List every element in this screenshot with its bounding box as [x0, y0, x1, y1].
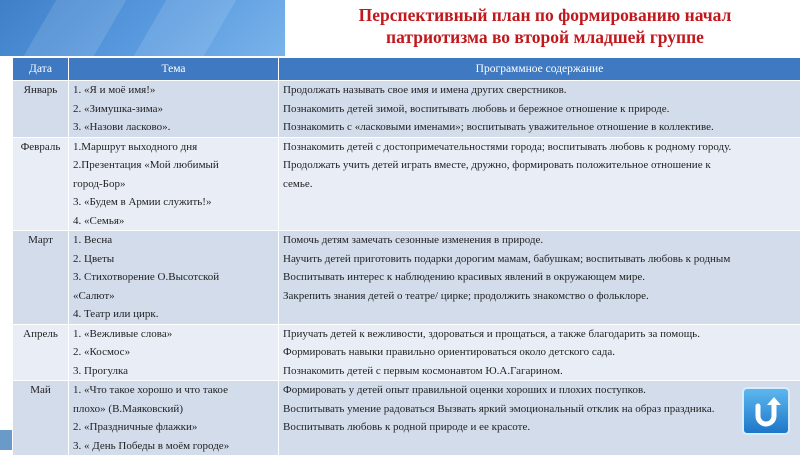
topic-line: 3. « День Победы в моём городе»: [73, 437, 274, 456]
content-line: Продолжать учить детей играть вместе, дружно, формировать положительное отношение к: [283, 156, 796, 175]
content-line: Воспитывать умение радоваться Вызвать яркий эмоциональный отклик на образ праздника.: [283, 400, 796, 419]
month-cell: Февраль: [13, 137, 69, 231]
content-cell: [279, 381, 800, 456]
topic-cell: [69, 81, 279, 138]
topic-line: 3. Прогулка: [73, 362, 274, 381]
header-date: Дата: [13, 58, 69, 81]
topic-line: плохо» (В.Маяковский): [73, 400, 274, 419]
table-row: [13, 324, 800, 381]
content-line: Продолжать называть свое имя и имена других сверстников.: [283, 81, 796, 100]
title-line-2: патриотизма во второй младшей группе: [290, 26, 800, 48]
content-line: Формировать навыки правильно ориентироваться около детского сада.: [283, 343, 796, 362]
topic-cell: [69, 137, 279, 231]
table-row: [13, 231, 800, 325]
topic-line: 3. «Назови ласково».: [73, 118, 274, 137]
month-cell: Апрель: [13, 324, 69, 381]
topic-cell: [69, 324, 279, 381]
content-line: Воспитывать любовь к родной природе и ее красоте.: [283, 418, 796, 437]
content-line: Научить детей приготовить подарки дорогим мамам, бабушкам; воспитывать любовь к родным: [283, 250, 796, 269]
topic-line: 1. «Что такое хорошо и что такое: [73, 381, 274, 400]
title-line-1: Перспективный план по формированию начал: [290, 4, 800, 26]
content-line: Помочь детям замечать сезонные изменения в природе.: [283, 231, 796, 250]
table-header-row: [13, 58, 800, 81]
content-line: Познакомить с «ласковыми именами»; воспитывать уважительное отношение в коллективе.: [283, 118, 796, 137]
table-row: [13, 137, 800, 231]
topic-line: 2. «Космос»: [73, 343, 274, 362]
topic-line: 3. Стихотворение О.Высотской: [73, 268, 274, 287]
content-line: Познакомить детей с первым космонавтом Ю.А.Гагарином.: [283, 362, 796, 381]
plan-table: [12, 57, 800, 456]
topic-line: 2. «Зимушка-зима»: [73, 100, 274, 119]
content-line: Приучать детей к вежливости, здороваться и прощаться, а также благодарить за помощь.: [283, 325, 796, 344]
topic-line: 2. Цветы: [73, 250, 274, 269]
content-line: Формировать у детей опыт правильной оценки хороших и плохих поступков.: [283, 381, 796, 400]
month-cell: Январь: [13, 81, 69, 138]
topic-cell: [69, 231, 279, 325]
header-topic: Тема: [69, 58, 279, 81]
topic-line: 1. «Я и моё имя!»: [73, 81, 274, 100]
content-cell: [279, 81, 800, 138]
return-button[interactable]: [742, 387, 790, 435]
content-cell: [279, 231, 800, 325]
table-row: [13, 381, 800, 456]
content-line: Познакомить детей зимой, воспитывать любовь и бережное отношение к природе.: [283, 100, 796, 119]
topic-line: 4. Театр или цирк.: [73, 305, 274, 324]
content-cell: [279, 137, 800, 231]
content-line: семье.: [283, 175, 796, 194]
topic-cell: [69, 381, 279, 456]
topic-line: 1. Весна: [73, 231, 274, 250]
u-turn-arrow-icon: [744, 389, 788, 433]
topic-line: 2.Презентация «Мой любимый: [73, 156, 274, 175]
month-cell: Май: [13, 381, 69, 456]
decorative-header-background: [0, 0, 285, 56]
topic-line: «Салют»: [73, 287, 274, 306]
content-cell: [279, 324, 800, 381]
topic-line: 4. «Семья»: [73, 212, 274, 231]
table-row: [13, 81, 800, 138]
topic-line: 1.Маршрут выходного дня: [73, 138, 274, 157]
content-line: Закрепить знания детей о театре/ цирке; продолжить знакомство о фольклоре.: [283, 287, 796, 306]
content-line: Воспитывать интерес к наблюдению красивых явлений в окружающем мире.: [283, 268, 796, 287]
month-cell: Март: [13, 231, 69, 325]
topic-line: 3. «Будем в Армии служить!»: [73, 193, 274, 212]
topic-line: город-Бор»: [73, 175, 274, 194]
content-line: Познакомить детей с достопримечательностями города; воспитывать любовь к родному городу.: [283, 138, 796, 157]
topic-line: 1. «Вежливые слова»: [73, 325, 274, 344]
slide-title: [290, 4, 800, 48]
topic-line: 2. «Праздничные флажки»: [73, 418, 274, 437]
header-content: Программное содержание: [279, 58, 800, 81]
